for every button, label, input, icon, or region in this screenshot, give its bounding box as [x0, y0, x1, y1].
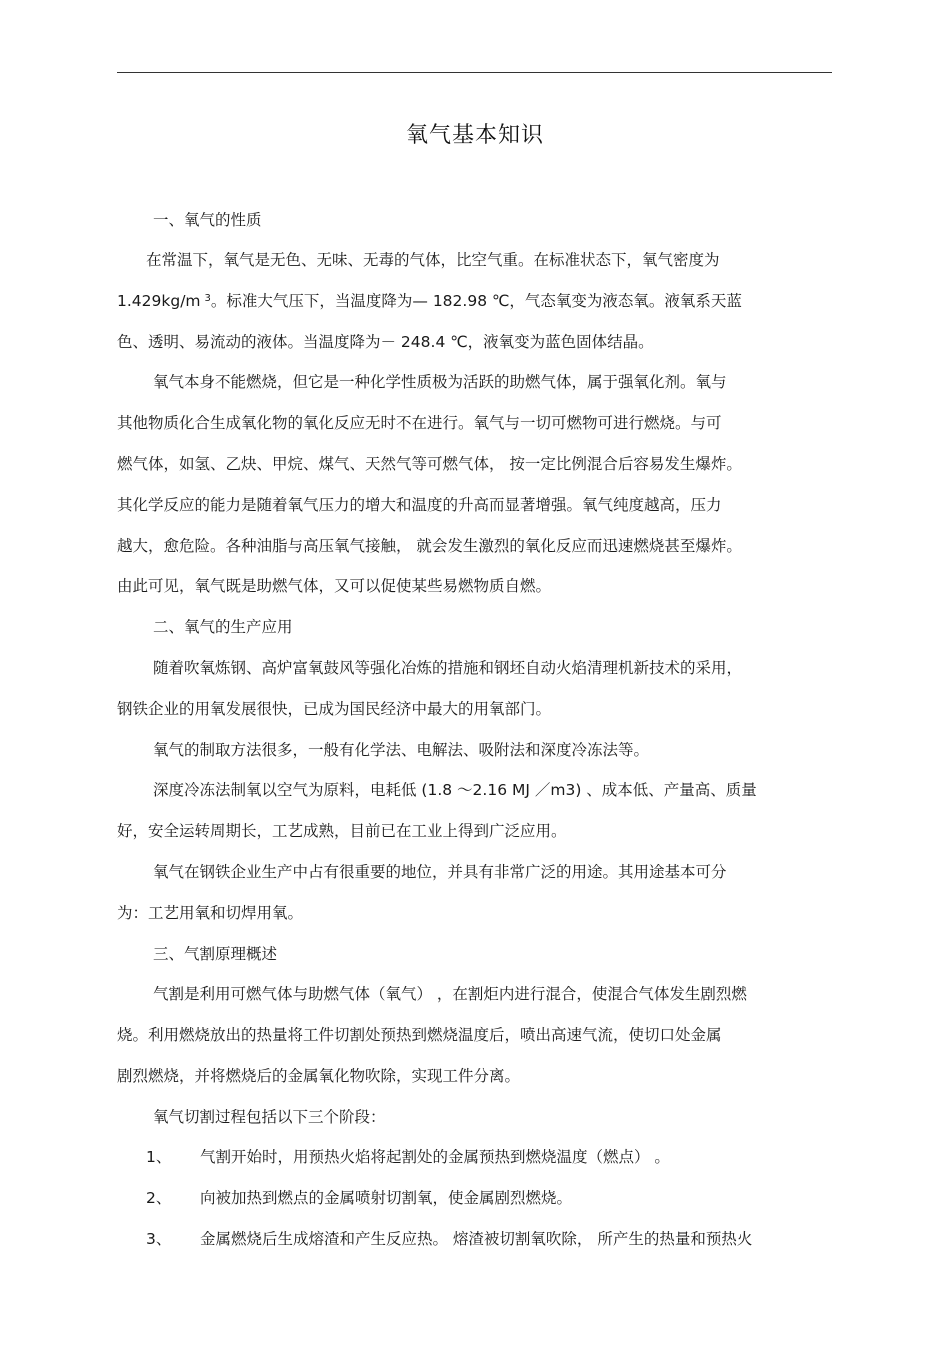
section1-p2-line6: 由此可见，氧气既是助燃气体，又可以促使某些易燃物质自燃。	[117, 577, 552, 595]
section1-p1-line3: 色、透明、易流动的液体。当温度降为－ 248.4 ℃，液氧变为蓝色固体结晶。	[117, 333, 654, 351]
section2-heading: 二、氧气的生产应用	[153, 618, 293, 636]
list-item-text: 向被加热到燃点的金属喷射切割氧，使金属剧烈燃烧。	[200, 1189, 573, 1207]
list-item	[146, 1146, 670, 1168]
section2-p1-line1: 随着吹氧炼钢、高炉富氧鼓风等强化冶炼的措施和钢坯自动火焰清理机新技术的采用，	[153, 659, 743, 677]
section2-p4-line1: 氧气在钢铁企业生产中占有很重要的地位，并具有非常广泛的用途。其用途基本可分	[153, 863, 727, 881]
section1-p2-line4: 其化学反应的能力是随着氧气压力的增大和温度的升高而显著增强。氧气纯度越高，压力	[117, 496, 722, 514]
section2-p2: 氧气的制取方法很多，一般有化学法、电解法、吸附法和深度冷冻法等。	[153, 741, 650, 759]
list-item-number: 2、	[146, 1189, 172, 1207]
section3-p1-line1: 气割是利用可燃气体与助燃气体（氧气） ，在割炬内进行混合，使混合气体发生剧烈燃	[153, 985, 747, 1003]
section3-heading: 三、气割原理概述	[153, 945, 278, 963]
section1-p2-line1: 氧气本身不能燃烧，但它是一种化学性质极为活跃的助燃气体，属于强氧化剂。氧与	[153, 373, 727, 391]
density-exponent: 3	[204, 293, 211, 304]
section1-p1-line1: 在常温下，氧气是无色、无味、无毒的气体，比空气重。在标准状态下，氧气密度为	[146, 251, 720, 269]
section2-p4-line2: 为：工艺用氧和切焊用氧。	[117, 904, 304, 922]
section1-p1-line2-rest: 。标准大气压下，当温度降为— 182.98 ℃，气态氧变为液态氧。液氧系天蓝	[210, 292, 742, 310]
section1-p2-line2: 其他物质化合生成氧化物的氧化反应无时不在进行。氧气与一切可燃物可进行燃烧。与可	[117, 414, 722, 432]
section3-p2: 氧气切割过程包括以下三个阶段：	[153, 1108, 386, 1126]
density-value: 1.429kg/m	[117, 292, 201, 310]
list-item-number: 1、	[146, 1148, 172, 1166]
section1-p2-line5: 越大，愈危险。各种油脂与高压氧气接触， 就会发生激烈的氧化反应而迅速燃烧甚至爆炸。	[117, 537, 742, 555]
page-title: 氧气基本知识	[405, 123, 544, 148]
section2-p1-line2: 钢铁企业的用氧发展很快，已成为国民经济中最大的用氧部门。	[117, 700, 552, 718]
list-item	[146, 1228, 752, 1250]
section3-p1-line3: 剧烈燃烧，并将燃烧后的金属氧化物吹除，实现工件分离。	[117, 1067, 521, 1085]
section2-p3-line1: 深度冷冻法制氧以空气为原料，电耗低 (1.8 ～2.16 MJ ／m3) 、成本低、产量高、质量	[153, 781, 757, 799]
list-item	[146, 1187, 572, 1209]
section1-p1-line2	[117, 290, 742, 312]
header-rule	[117, 72, 832, 73]
section2-p3-line2: 好，安全运转周期长，工艺成熟，目前已在工业上得到广泛应用。	[117, 822, 567, 840]
list-item-text: 气割开始时，用预热火焰将起割处的金属预热到燃烧温度（燃点） 。	[200, 1148, 670, 1166]
list-item-text: 金属燃烧后生成熔渣和产生反应热。 熔渣被切割氧吹除， 所产生的热量和预热火	[200, 1230, 753, 1248]
list-item-number: 3、	[146, 1230, 172, 1248]
section1-p2-line3: 燃气体，如氢、乙炔、甲烷、煤气、天然气等可燃气体， 按一定比例混合后容易发生爆炸。	[117, 455, 742, 473]
section1-heading: 一、氧气的性质	[153, 211, 262, 229]
section3-p1-line2: 烧。利用燃烧放出的热量将工件切割处预热到燃烧温度后，喷出高速气流，使切口处金属	[117, 1026, 722, 1044]
